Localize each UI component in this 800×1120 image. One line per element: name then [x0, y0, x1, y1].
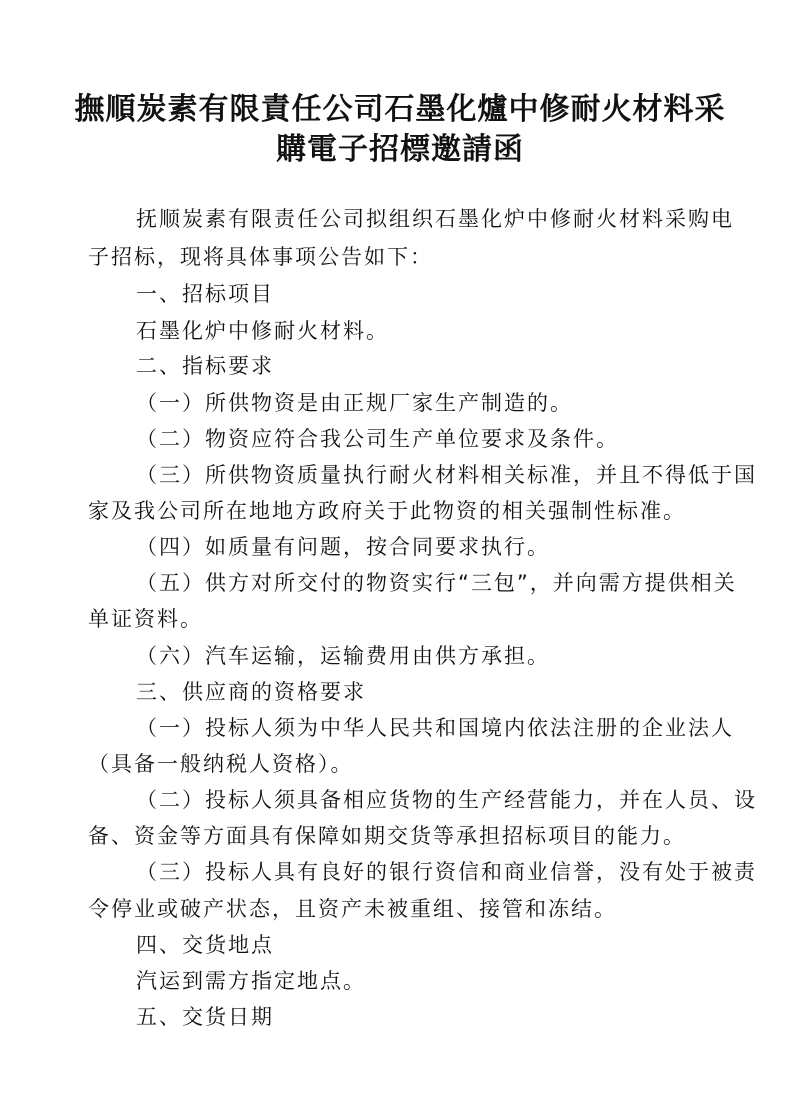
section-3-item-2-line-1: （二）投标人须具备相应货物的生产经营能力，并在人员、设: [136, 788, 757, 812]
section-5-heading: 五、交货日期: [136, 1005, 274, 1029]
section-2-item-5-line-1: （五）供方对所交付的物资实行“三包”，并向需方提供相关: [136, 571, 737, 595]
document-title-line-2: 購電子招標邀請函: [276, 132, 524, 167]
section-2-item-6: （六）汽车运输，运输费用由供方承担。: [136, 644, 550, 668]
section-4-text: 汽运到需方指定地点。: [136, 969, 366, 993]
section-3-item-1-line-1: （一）投标人须为中华人民共和国境内依法注册的企业法人: [136, 716, 734, 740]
section-2-item-5-line-2: 单证资料。: [88, 607, 203, 631]
section-2-item-1: （一）所供物资是由正规厂家生产制造的。: [136, 391, 573, 415]
section-2-item-4: （四）如质量有问题，按合同要求执行。: [136, 535, 550, 559]
section-1-heading: 一、招标项目: [136, 282, 274, 306]
section-2-item-3-line-1: （三）所供物资质量执行耐火材料相关标准，并且不得低于国: [136, 463, 757, 487]
section-4-heading: 四、交货地点: [136, 933, 274, 957]
section-2-item-2: （二）物资应符合我公司生产单位要求及条件。: [136, 427, 619, 451]
section-2-heading: 二、指标要求: [136, 354, 274, 378]
section-3-heading: 三、供应商的资格要求: [136, 680, 366, 704]
section-1-text: 石墨化炉中修耐火材料。: [136, 319, 389, 343]
section-3-item-3-line-2: 令停业或破产状态，且资产未被重组、接管和冻结。: [88, 897, 617, 921]
section-3-item-3-line-1: （三）投标人具有良好的银行资信和商业信誉，没有处于被责: [136, 860, 757, 884]
section-2-item-3-line-2: 家及我公司所在地地方政府关于此物资的相关强制性标准。: [88, 499, 686, 523]
section-3-item-1-line-2: （具备一般纳税人资格）。: [88, 752, 354, 776]
intro-line-2: 子招标，现将具体事项公告如下：: [88, 245, 433, 269]
document-title-line-1: 撫順炭素有限責任公司石墨化爐中修耐火材料采: [74, 92, 726, 127]
section-3-item-2-line-2: 备、资金等方面具有保障如期交货等承担招标项目的能力。: [88, 824, 686, 848]
intro-line-1: 抚顺炭素有限责任公司拟组织石墨化炉中修耐火材料采购电: [136, 207, 734, 231]
